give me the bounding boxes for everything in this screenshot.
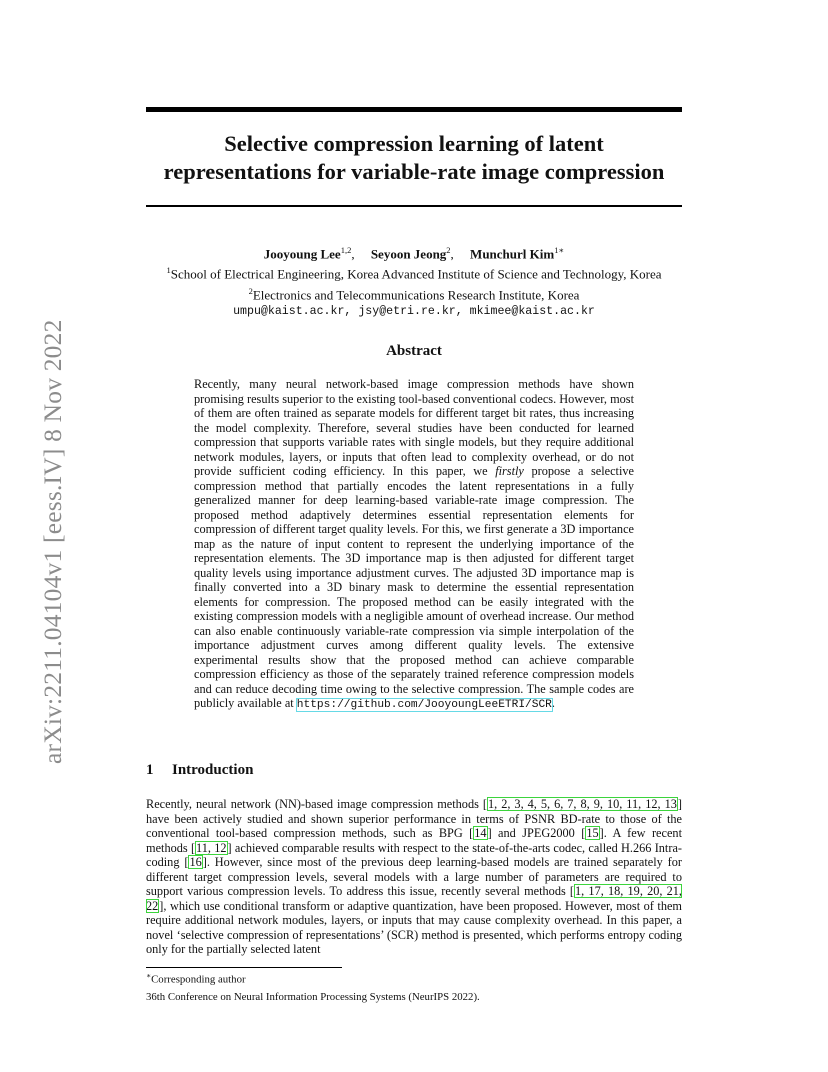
author-2-affil: 2 bbox=[446, 245, 451, 255]
author-1-affil: 1,2 bbox=[340, 245, 352, 255]
paper-title bbox=[146, 130, 682, 186]
code-link[interactable]: https://github.com/JooyoungLeeETRI/SCR bbox=[296, 699, 552, 711]
author-2: Seyoon Jeong bbox=[370, 246, 447, 262]
author-3-affil: 1∗ bbox=[554, 245, 565, 255]
footnote-rule bbox=[146, 967, 342, 968]
abstract-text: Recently, many neural network-based image compression methods have shown promising results superior to the existing tool-based conventional codecs. However, most of them are often trained as separate models for different target bit rates, thus increasing the model complexity. Therefore, several studies have been conducted for learned compression that supports variable rates with single models, but they require additional network modules, layers, or inputs that often lead to complexity overhead, or do not provide sufficient coding efficiency. In this paper, we firstly propose a selective compression method that partially encodes the latent representations in a fully generalized manner for deep learning-based variable-rate image compression. The proposed method adaptively determines essential representation elements for compression of different target quality levels. For this, we first generate a 3D importance map as the nature of input content to represent the underlying importance of the representation elements. The 3D importance map is then adjusted for different target quality levels using importance adjustment curves. The adjusted 3D importance map is finally converted into a 3D binary mask to determine the essential representation elements for compression. The proposed method can be easily integrated with the existing compression models with a negligible amount of overhead increase. Our method can also enable continuously variable-rate compression via simple interpolation of the importance adjustment curves among different quality levels. The extensive experimental results show that the proposed method can achieve comparable compression efficiency as those of the separately trained reference compression models and can reduce decoding time owing to the selective compression. The sample codes are publicly available at https://github.com/JooyoungLeeETRI/SCR. bbox=[194, 377, 634, 711]
citation-link[interactable]: 1, 17, 18, 19, 20, 21, 22 bbox=[146, 884, 682, 913]
title-line-1: Selective compression learning of latent bbox=[224, 131, 604, 156]
title-top-rule bbox=[146, 107, 682, 112]
citation-link[interactable]: 1, 2, 3, 4, 5, 6, 7, 8, 9, 10, 11, 12, 13 bbox=[487, 797, 677, 811]
section-number: 1 bbox=[146, 762, 154, 778]
citation-link[interactable]: 14 bbox=[474, 826, 487, 840]
introduction-heading bbox=[146, 762, 253, 779]
abstract-heading: Abstract bbox=[386, 343, 442, 359]
citation-link[interactable]: 15 bbox=[586, 826, 599, 840]
citation-link[interactable]: 11, 12 bbox=[196, 840, 227, 855]
author-1: Jooyoung Lee bbox=[263, 246, 341, 262]
affiliation-1: $^1$School of Electrical Engineering, Korea Advanced Institute of Science and Technology, Korea bbox=[166, 265, 662, 282]
title-bottom-rule bbox=[146, 205, 682, 207]
title-line-2: representations for variable-rate image compression bbox=[163, 159, 665, 184]
author-block bbox=[146, 242, 682, 320]
citation-link[interactable]: 16 bbox=[189, 855, 202, 869]
author-3: Munchurl Kim bbox=[470, 246, 555, 262]
footnote: ∗Corresponding author bbox=[146, 971, 246, 986]
conference-note: 36th Conference on Neural Information Processing Systems (NeurIPS 2022). bbox=[146, 991, 480, 1003]
affiliation-2: $^2$Electronics and Telecommunications Research Institute, Korea bbox=[248, 285, 580, 302]
arxiv-stamp: arXiv:2211.04104v1 [eess.IV] 8 Nov 2022 bbox=[38, 319, 67, 764]
introduction-text: Recently, neural network (NN)-based image compression methods [1, 2, 3, 4, 5, 6, 7, 8, 9, 10, 11, 12, 13] have been actively studied and shown superior performance in terms of PSNR BD-rate to those of the conventional tool-based compression methods, such as BPG [14] and JPEG2000 [15]. A few recent methods [11, 12] achieved comparable results with respect to the state-of-the-arts codec, called H.266 Intra-coding [16]. However, since most of the previous deep learning-based models are trained separately for different target compression levels, several models with a large number of parameters are required to support various compression levels. To address this issue, recently several methods [1, 17, 18, 19, 20, 21, 22], which use conditional transform or adaptive quantization, have been proposed. However, most of them require additional network modules, layers, or inputs that may cause complexity overhead. In this paper, a novel ‘selective compression of representations’ (SCR) method is presented, which performs entropy coding only for the partially selected latent bbox=[146, 797, 683, 956]
author-emails: umpu@kaist.ac.kr, jsy@etri.re.kr, mkimee@kaist.ac.kr bbox=[233, 304, 595, 318]
section-title: Introduction bbox=[172, 762, 254, 778]
author-names: Jooyoung Lee$^{1,2}$, Seyoon Jeong$^2$, Munchurl Kim$^{1∗}$ bbox=[263, 245, 565, 262]
